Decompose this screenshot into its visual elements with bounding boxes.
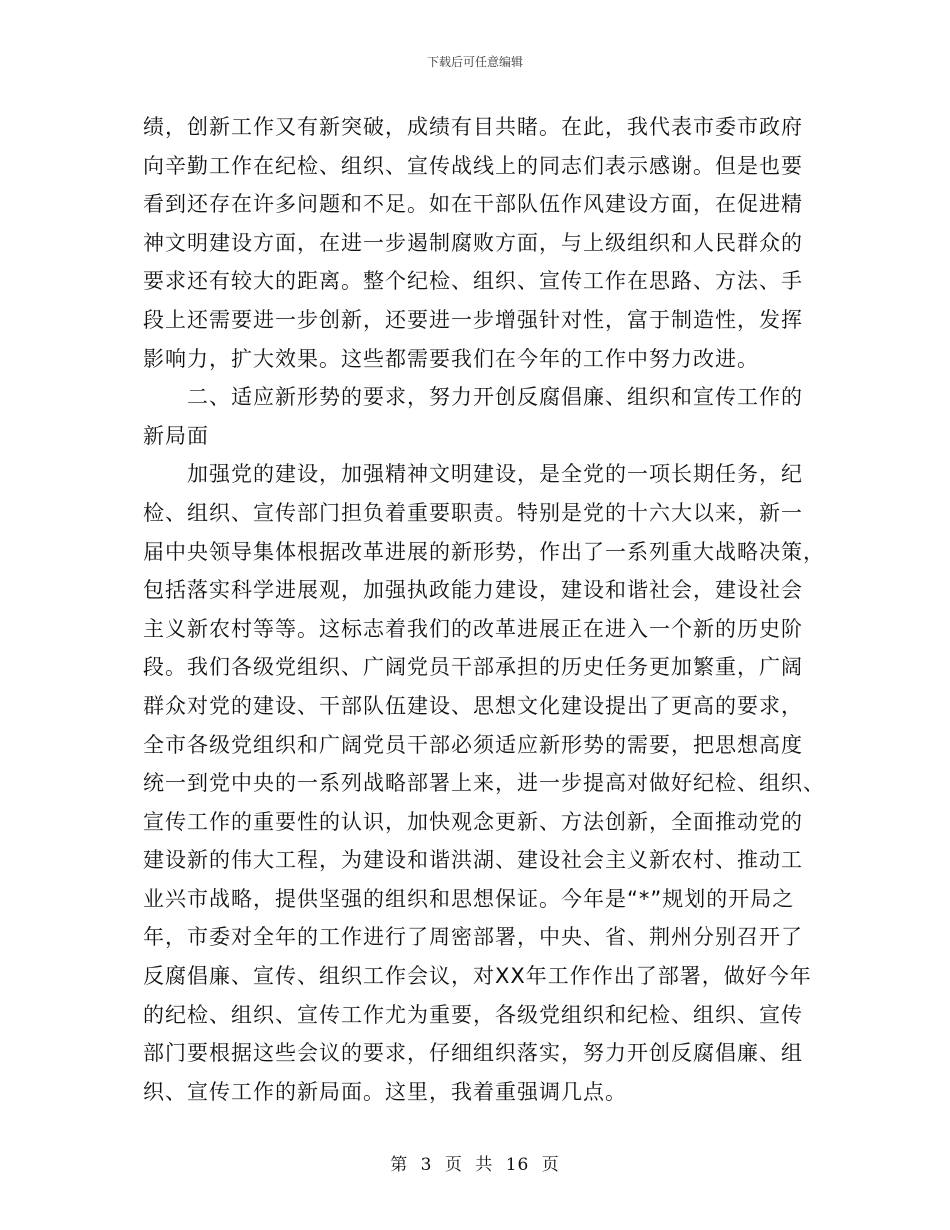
text-line: 段上还需要进一步创新，还要进一步增强针对性，富于制造性，发挥: [143, 307, 803, 332]
page-footer: [0, 1154, 950, 1176]
page-header: [0, 54, 950, 70]
text-line: 届中央领导集体根据改革进展的新形势，作出了一系列重大战略决策，: [143, 539, 825, 564]
text-line: 段。我们各级党组织、广阔党员干部承担的历史任务更加繁重，广阔: [143, 655, 803, 680]
text-line: 年，市委对全年的工作进行了周密部署，中央、省、荆州分别召开了: [143, 925, 803, 950]
heading-line: 新局面: [143, 423, 209, 448]
text-line: 主义新农村等等。这标志着我们的改革进展正在进入一个新的历史阶: [143, 616, 803, 641]
text-line: 群众对党的建设、干部队伍建设、思想文化建设提出了更高的要求，: [143, 693, 803, 718]
text-line: 建设新的伟大工程，为建设和谐洪湖、建设社会主义新农村、推动工: [143, 848, 803, 873]
paragraph: [143, 455, 823, 1111]
page-number: 第 3 页 共 16 页: [390, 1155, 560, 1175]
text-line: 业兴市战略，提供坚强的组织和思想保证。今年是“*”规划的开局之: [143, 886, 795, 911]
text-line: 要求还有较大的距离。整个纪检、组织、宣传工作在思路、方法、手: [143, 269, 803, 294]
text-line: 检、组织、宣传部门担负着重要职责。特别是党的十六大以来，新一: [143, 500, 803, 525]
text-line: 全市各级党组织和广阔党员干部必须适应新形势的需要，把思想高度: [143, 732, 803, 757]
text-line: 向辛勤工作在纪检、组织、宣传战线上的同志们表示感谢。但是也要: [143, 153, 803, 178]
text-line: 的纪检、组织、宣传工作尤为重要，各级党组织和纪检、组织、宣传: [143, 1002, 803, 1027]
text-line: 神文明建设方面，在进一步遏制腐败方面，与上级组织和人民群众的: [143, 230, 803, 255]
text-line: 看到还存在许多问题和不足。如在干部队伍作风建设方面，在促进精: [143, 192, 803, 217]
text-line: 包括落实科学进展观，加强执政能力建设，建设和谐社会，建设社会: [143, 578, 803, 603]
text-line: 影响力，扩大效果。这些都需要我们在今年的工作中努力改进。: [143, 346, 759, 371]
text-line: 织、宣传工作的新局面。这里，我着重强调几点。: [143, 1079, 627, 1104]
text-line: 宣传工作的重要性的认识，加快观念更新、方法创新，全面推动党的: [143, 809, 803, 834]
document-body: [143, 108, 823, 1111]
text-line: 加强党的建设，加强精神文明建设，是全党的一项长期任务，纪: [143, 462, 803, 487]
section-heading: [143, 378, 823, 455]
heading-line: 二、适应新形势的要求，努力开创反腐倡廉、组织和宣传工作的: [143, 385, 803, 410]
paragraph: [143, 108, 823, 378]
text-line: 统一到党中央的一系列战略部署上来，进一步提高对做好纪检、组织、: [143, 771, 825, 796]
text-line: 绩，创新工作又有新突破，成绩有目共睹。在此，我代表市委市政府: [143, 115, 803, 139]
text-line: 部门要根据这些会议的要求，仔细组织落实，努力开创反腐倡廉、组: [143, 1041, 803, 1066]
text-line: 反腐倡廉、宣传、组织工作会议，对XX年工作作出了部署，做好今年: [143, 964, 812, 989]
header-note: 下载后可任意编辑: [426, 55, 523, 69]
